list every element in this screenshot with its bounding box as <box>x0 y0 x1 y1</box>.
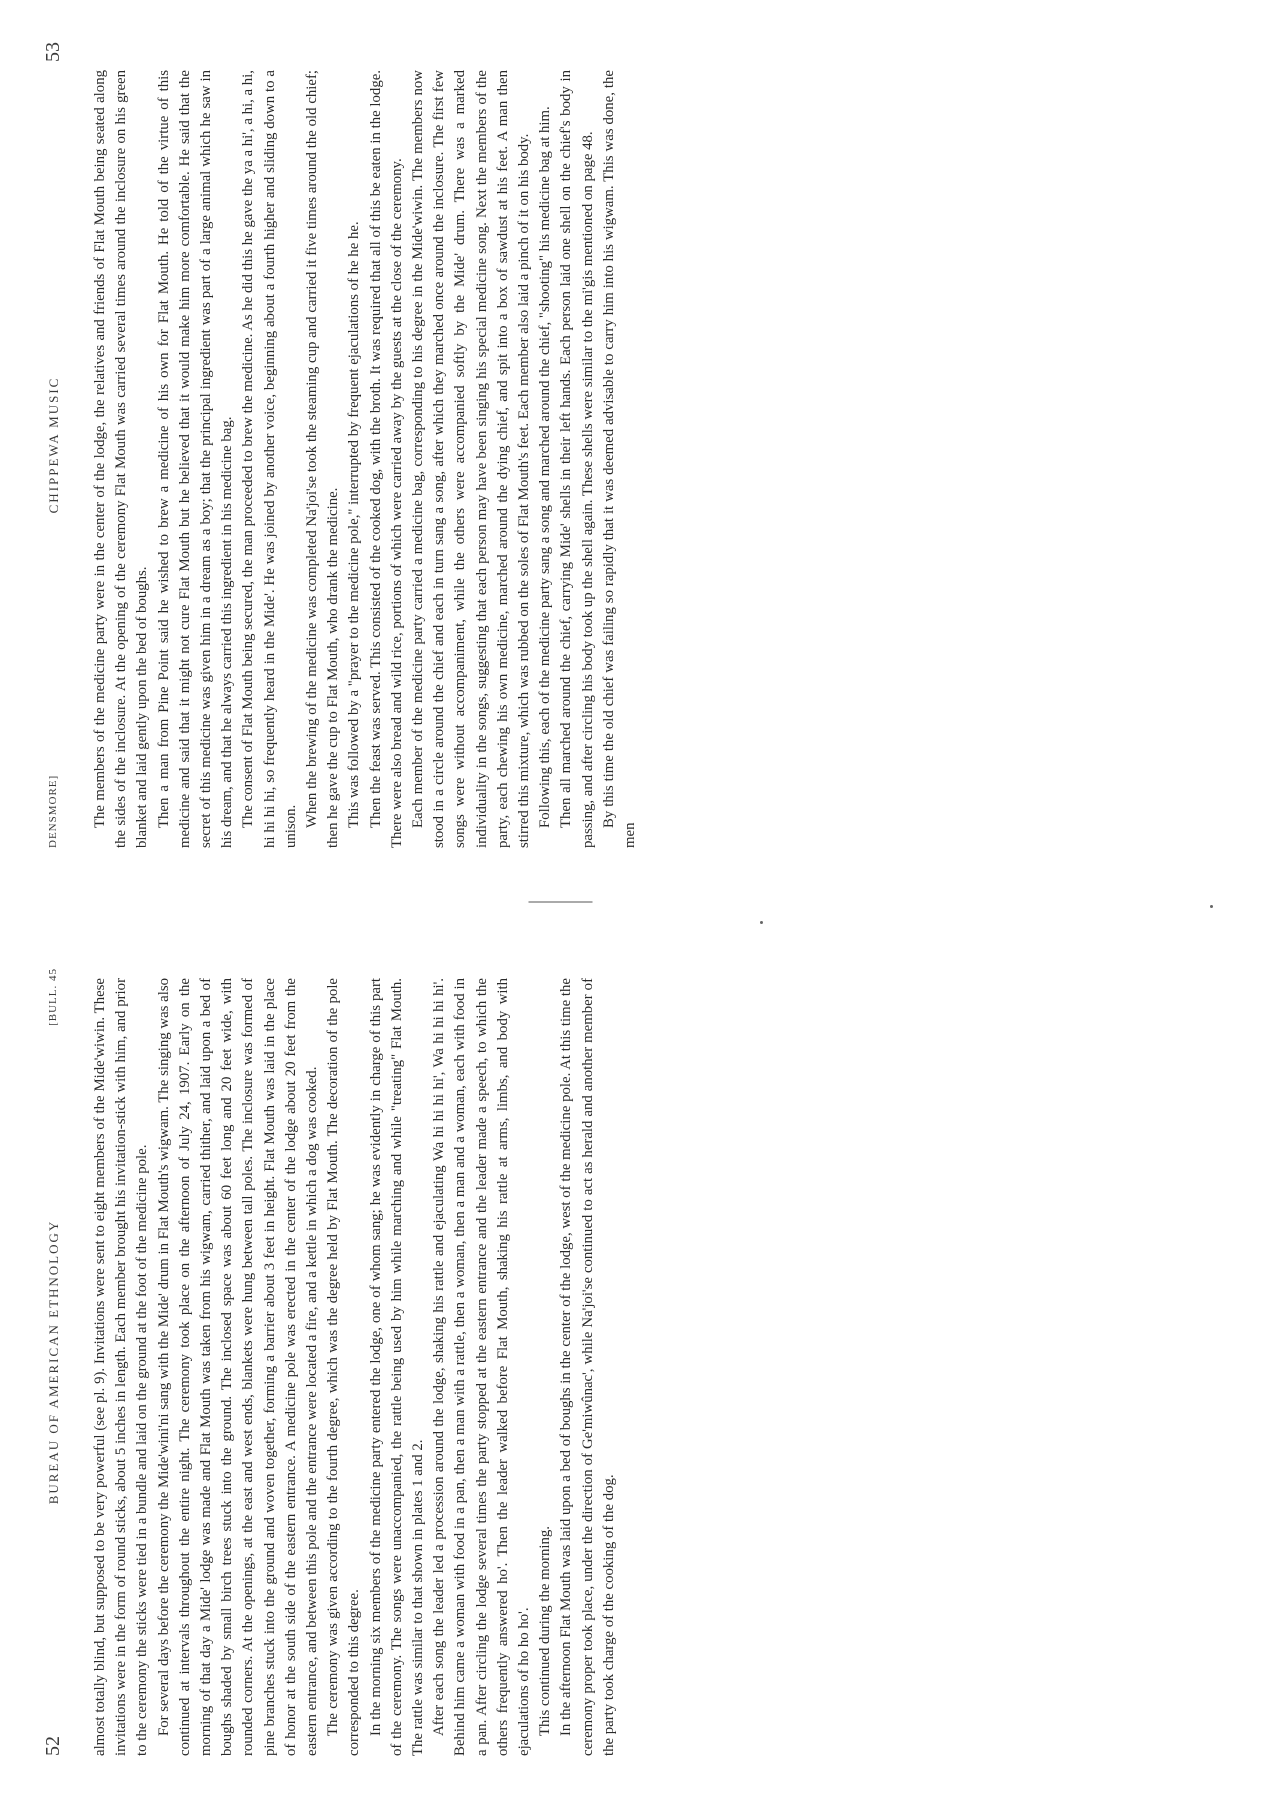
paragraph: After each song the leader led a procession around the lodge, shaking his rattle and ejaculating Wa hi hi hi hi', Wa hi hi hi hi'. Behind him came a woman with food in a pan, then a man with a rattle, then a woman, then a man and a woman, each with food in a pan. After circling the lodge several times the party stopped at the eastern entrance and the leader made a speech, to which the others frequently answered ho'. Then the leader walked before Flat Mouth, shaking his rattle at arms, limbs, and body with ejaculations of ho ho ho'. <box>431 978 533 1756</box>
left-running-title: BUREAU OF AMERICAN ETHNOLOGY <box>46 1219 61 1505</box>
paragraph: almost totally blind, but supposed to be very powerful (see pl. 9). Invitations were sent to eight members of the Mide'wiwin. These invitations were in the form of round sticks, about 5 inches in length. Each member brought his invitation-stick with him, and prior to the ceremony the sticks were tied in a bundle and laid on the ground at the foot of the medicine pole. <box>92 978 151 1756</box>
paragraph: The consent of Flat Mouth being secured, the man proceeded to brew the medicine. As he did this he gave the ya a hi', a hi, a hi, hi hi hi hi, so frequently heard in the Mide'. He was joined by another voice, beginning about a fourth higher and sliding down to a unison. <box>240 70 299 848</box>
paragraph: Then all marched around the chief, carrying Mide' shells in their left hands. Each person laid one shell on the chief's body in passing, and after circling his body took up the shell again. These shells were similar to the mi'gis mentioned on page 48. <box>558 70 596 848</box>
paragraph: By this time the old chief was failing so rapidly that it was deemed advisable to carry him into his wigwam. This was done, the men <box>600 70 639 848</box>
right-running-title: CHIPPEWA MUSIC <box>46 376 61 514</box>
author-tag: DENSMORE] <box>47 774 59 848</box>
paragraph: Each member of the medicine party carried a medicine bag, corresponding to his degree in the Mide'wiwin. The members now stood in a circle around the chief and each in turn sang a song, after which they marched once around the inclosure. The first few songs were without accompaniment, while the others were accompanied softly by the Mide' drum. There was a marked individuality in the songs, suggesting that each person may have been singing his special medicine song. Next the members of the party, each chewing his own medicine, marched around the dying chief, and spit into a box of sawdust at his feet. A man then stirred this mixture, which was rubbed on the soles of Flat Mouth's feet. Each member also laid a pinch of it on his body. <box>410 70 533 848</box>
bulletin-tag: [BULL. 45 <box>47 968 59 1026</box>
left-page-number: 52 <box>42 1736 64 1756</box>
scan-speck <box>760 921 763 924</box>
left-page <box>0 928 1280 1808</box>
paragraph: For several days before the ceremony the Mide'wini'ni sang with the Mide' drum in Flat Mouth's wigwam. The singing was also continued at intervals throughout the entire night. The ceremony took place on the afternoon of July 24, 1907. Early on the morning of that day a Mide' lodge was made and Flat Mouth was taken from his wigwam, carried thither, and laid upon a bed of boughs shaded by small birch trees stuck into the ground. The inclosed space was about 60 feet long and 20 feet wide, with rounded corners. At the openings, at the east and west ends, blankets were hung between tall poles. The inclosure was formed of pine branches stuck into the ground and woven together, forming a barrier about 3 feet in height. Flat Mouth was laid in the place of honor at the south side of the eastern entrance. A medicine pole was erected in the center of the lodge about 20 feet from the eastern entrance, and between this pole and the entrance were located a fire, and a kettle in which a dog was cooked. <box>155 978 321 1756</box>
right-text-column <box>90 70 641 848</box>
paragraph: The members of the medicine party were in the center of the lodge, the relatives and friends of Flat Mouth being seated along the sides of the inclosure. At the opening of the ceremony Flat Mouth was carried several times around the inclosure on his green blanket and laid gently upon the bed of boughs. <box>92 70 151 848</box>
right-running-head <box>42 42 72 848</box>
paragraph: Then the feast was served. This consisted of the cooked dog, with the broth. It was required that all of this be eaten in the lodge. There were also bread and wild rice, portions of which were carried away by the guests at the close of the ceremony. <box>367 70 405 848</box>
paragraph: The ceremony was given according to the fourth degree, which was the degree held by Flat Mouth. The decoration of the pole corresponded to this degree. <box>325 978 363 1756</box>
left-text-column <box>90 978 620 1756</box>
left-running-head <box>42 968 72 1756</box>
right-page <box>0 0 1280 888</box>
right-page-number: 53 <box>42 42 64 62</box>
gutter-mark <box>529 902 593 903</box>
scan-speck <box>1210 905 1213 908</box>
paragraph: This continued during the morning. <box>537 1525 554 1736</box>
paragraph: In the afternoon Flat Mouth was laid upon a bed of boughs in the center of the lodge, west of the medicine pole. At this time the ceremony proper took place, under the direction of Ge'miwûnac', while Na'joi'se continued to act as herald and another member of the party took charge of the cooking of the dog. <box>558 978 617 1756</box>
paragraph: Then a man from Pine Point said he wished to brew a medicine of his own for Flat Mouth. He told of the virtue of this medicine and said that it might not cure Flat Mouth but he believed that it would make him more comfortable. He said that the secret of this medicine was given him in a dream as a boy; that the principal ingredient was part of a large animal which he saw in his dream, and that he always carried this ingredient in his medicine bag. <box>155 70 236 848</box>
paragraph: In the morning six members of the medicine party entered the lodge, one of whom sang; he was evidently in charge of this part of the ceremony. The songs were unaccompanied, the rattle being used by him while marching and while "treating" Flat Mouth. The rattle was similar to that shown in plates 1 and 2. <box>367 978 427 1756</box>
paragraph: This was followed by a "prayer to the medicine pole," interrupted by frequent ejaculations of he he he. <box>346 221 363 828</box>
paragraph: Following this, each of the medicine party sang a song and marched around the chief, "shooting" his medicine bag at him. <box>537 106 554 828</box>
paragraph: When the brewing of the medicine was completed Na'joi'se took the steaming cup and carried it five times around the old chief; then he gave the cup to Flat Mouth, who drank the medicine. <box>304 70 342 848</box>
